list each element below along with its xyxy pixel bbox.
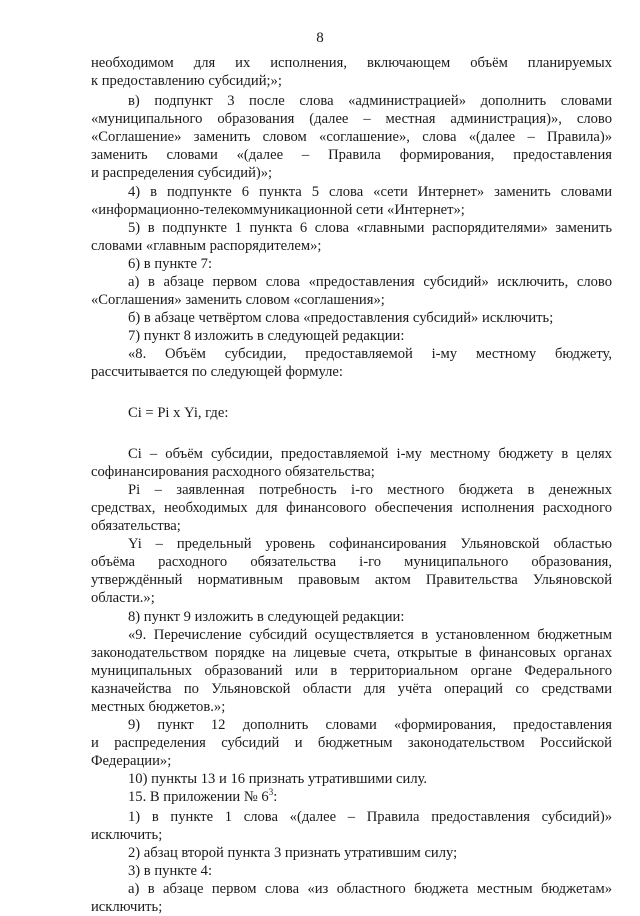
text-line: «Соглашения» заменить словом «соглашения»; — [91, 292, 385, 308]
text-line: «9. Перечисление субсидий осуществляется в установленном бюджетным — [128, 627, 612, 643]
text-line: 3) в пункте 4: — [128, 863, 213, 879]
text-line: 6) в пункте 7: — [128, 256, 213, 272]
text-line: объёма расходного обязательства i-го муниципального образования, — [91, 554, 612, 570]
formula: Ci = Pi х Yi, где: — [128, 405, 229, 421]
text-line: Yi – предельный уровень софинансирования Ульяновской областью — [128, 536, 612, 552]
text-line: необходимом для их исполнения, включающем объём планируемых — [91, 55, 612, 71]
text-span: : — [273, 789, 278, 805]
text-line: 5) в подпункте 1 пункта 6 слова «главными распорядителями» заменить — [128, 220, 612, 236]
text-line: 4) в подпункте 6 пункта 5 слова «сети Интернет» заменить словами — [128, 184, 612, 200]
page-number: 8 — [316, 30, 324, 46]
text-line: средствах, необходимых для финансового обеспечения исполнения расходного — [91, 500, 612, 516]
text-span: 15. В приложении № 6 — [128, 789, 269, 805]
text-line: рассчитывается по следующей формуле: — [91, 364, 343, 380]
text-line — [128, 788, 612, 806]
text-line: словами «главным распорядителем»; — [91, 238, 322, 254]
text-line: 10) пункты 13 и 16 признать утратившими силу. — [128, 771, 428, 787]
text-line: 2) абзац второй пункта 3 признать утратившим силу; — [128, 845, 458, 861]
text-line: муниципальных образований или в территориальном органе Федерального — [91, 663, 612, 679]
text-line: законодательством порядке на лицевые счета, открытые в финансовых органах — [91, 645, 612, 661]
text-line: а) в абзаце первом слова «из областного бюджета местным бюджетам» — [128, 881, 612, 897]
superscript: 3 — [268, 787, 274, 798]
text-line: 1) в пункте 1 слова «(далее – Правила предоставления субсидий)» — [128, 809, 612, 825]
text-line: 7) пункт 8 изложить в следующей редакции: — [128, 328, 405, 344]
text-line: заменить словами «(далее – Правила формирования, предоставления — [91, 147, 612, 163]
text-line: Федерации»; — [91, 753, 172, 769]
text-line: «8. Объём субсидии, предоставляемой i-му местному бюджету, — [128, 346, 612, 362]
text-line: исключить; — [91, 899, 163, 915]
text-line: в) подпункт 3 после слова «администрацией» дополнить словами — [128, 93, 612, 109]
text-line: и распределения субсидий и бюджетным законодательством Российской — [91, 735, 612, 751]
text-line: обязательства; — [91, 518, 181, 534]
text-line: области.»; — [91, 590, 155, 606]
text-line: б) в абзаце четвёртом слова «предоставления субсидий» исключить; — [128, 310, 554, 326]
text-line: Ci – объём субсидии, предоставляемой i-му местному бюджету в целях — [128, 446, 612, 462]
text-line: софинансирования расходного обязательства; — [91, 464, 375, 480]
text-line: «информационно-телекоммуникационной сети «Интернет»; — [91, 202, 465, 218]
text-line: «Соглашение» заменить словом «соглашение», слова «(далее – Правила)» — [91, 129, 612, 145]
text-line: 9) пункт 12 дополнить словами «формирования, предоставления — [128, 717, 612, 733]
text-line: утверждённый нормативным правовым актом Правительства Ульяновской — [91, 572, 612, 588]
text-line: и распределения субсидий)»; — [91, 165, 273, 181]
text-line: местных бюджетов.»; — [91, 699, 226, 715]
text-line: исключить; — [91, 827, 163, 843]
text-line: казначейства по Ульяновской области для учёта операций со средствами — [91, 681, 612, 697]
text-line: а) в абзаце первом слова «предоставления субсидий» исключить, слово — [128, 274, 612, 290]
text-line: Pi – заявленная потребность i-го местного бюджета в денежных — [128, 482, 612, 498]
text-line: 8) пункт 9 изложить в следующей редакции: — [128, 609, 405, 625]
text-line: «муниципального образования (далее – местная администрация)», слово — [91, 111, 612, 127]
text-line: к предоставлению субсидий;»; — [91, 73, 282, 89]
